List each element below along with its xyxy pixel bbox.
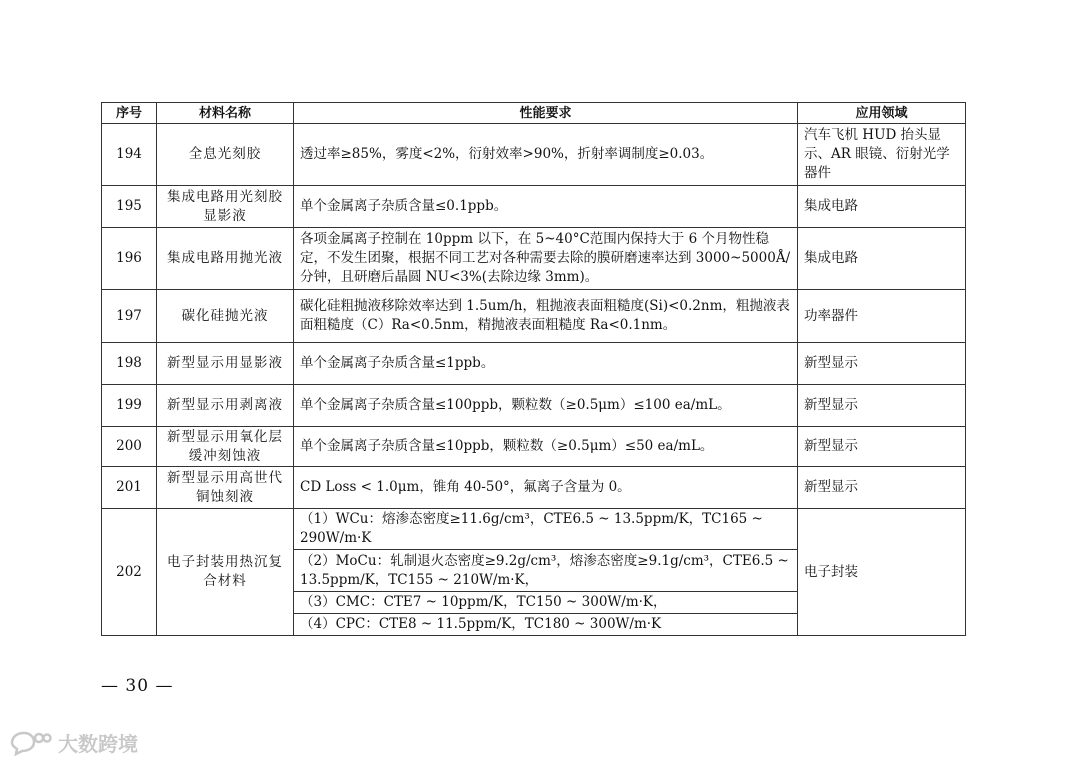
chat-bubble-logo-icon <box>8 730 52 756</box>
application-field: 功率器件 <box>798 290 966 343</box>
watermark-text: 大数跨境 <box>58 732 138 756</box>
application-field: 电子封装 <box>798 509 966 636</box>
requirement-text: 单个金属离子杂质含量≤10ppb，颗粒数（≥0.5μm）≤50 ea/mL。 <box>294 427 798 467</box>
requirement-text: （4）CPC：CTE8 ~ 11.5ppm/K，TC180 ~ 300W/m·K <box>294 614 798 636</box>
row-number: 199 <box>102 385 157 427</box>
table-row <box>102 467 966 509</box>
header-requirements: 性能要求 <box>294 103 798 124</box>
application-field: 新型显示 <box>798 385 966 427</box>
application-field: 新型显示 <box>798 343 966 385</box>
table-row <box>102 124 966 186</box>
row-number: 200 <box>102 427 157 467</box>
material-name: 新型显示用剥离液 <box>157 385 294 427</box>
watermark <box>8 728 138 757</box>
row-number: 198 <box>102 343 157 385</box>
application-field: 新型显示 <box>798 427 966 467</box>
material-name: 全息光刻胶 <box>157 124 294 186</box>
table-row <box>102 427 966 467</box>
requirement-text: （2）MoCu：轧制退火态密度≥9.2g/cm³，熔渗态密度≥9.1g/cm³，CTE6.5 ~ 13.5ppm/K，TC155 ~ 210W/m·K， <box>294 550 798 592</box>
table-row <box>102 509 966 550</box>
header-material-name: 材料名称 <box>157 103 294 124</box>
table-header-row <box>102 103 966 124</box>
header-number: 序号 <box>102 103 157 124</box>
requirement-text: 碳化硅粗抛液移除效率达到 1.5um/h，粗抛液表面粗糙度(Si)<0.2nm，粗抛液表面粗糙度（C）Ra<0.5nm，精抛液表面粗糙度 Ra<0.1nm。 <box>294 290 798 343</box>
requirement-text: 透过率≥85%，雾度<2%，衍射效率>90%，折射率调制度≥0.03。 <box>294 124 798 186</box>
material-name: 新型显示用显影液 <box>157 343 294 385</box>
application-field: 新型显示 <box>798 467 966 509</box>
requirement-text: CD Loss < 1.0μm，锥角 40-50°，氟离子含量为 0。 <box>294 467 798 509</box>
material-name: 集成电路用光刻胶显影液 <box>157 186 294 228</box>
table-row <box>102 228 966 290</box>
application-field: 集成电路 <box>798 186 966 228</box>
table-row <box>102 343 966 385</box>
material-name: 新型显示用氧化层缓冲刻蚀液 <box>157 427 294 467</box>
table-row <box>102 186 966 228</box>
row-number: 195 <box>102 186 157 228</box>
requirement-text: 各项金属离子控制在 10ppm 以下，在 5~40°C范围内保持大于 6 个月物性稳定，不发生团聚，根据不同工艺对各种需要去除的膜研磨速率达到 3000~5000Å/分钟，且研磨后晶圆 NU<3%(去除边缘 3mm)。 <box>294 228 798 290</box>
application-field: 集成电路 <box>798 228 966 290</box>
materials-table <box>101 102 966 636</box>
application-field: 汽车飞机 HUD 抬头显示、AR 眼镜、衍射光学器件 <box>798 124 966 186</box>
material-name: 电子封装用热沉复合材料 <box>157 509 294 636</box>
requirement-text: （1）WCu：熔渗态密度≥11.6g/cm³，CTE6.5 ~ 13.5ppm/K，TC165 ~ 290W/m·K <box>294 509 798 550</box>
requirement-text: 单个金属离子杂质含量≤0.1ppb。 <box>294 186 798 228</box>
row-number: 201 <box>102 467 157 509</box>
requirement-text: 单个金属离子杂质含量≤1ppb。 <box>294 343 798 385</box>
material-name: 集成电路用抛光液 <box>157 228 294 290</box>
header-application: 应用领域 <box>798 103 966 124</box>
page-number: — 30 — <box>101 676 174 696</box>
requirement-text: 单个金属离子杂质含量≤100ppb，颗粒数（≥0.5μm）≤100 ea/mL。 <box>294 385 798 427</box>
material-name: 碳化硅抛光液 <box>157 290 294 343</box>
table-row <box>102 290 966 343</box>
row-number: 194 <box>102 124 157 186</box>
table-row <box>102 385 966 427</box>
material-name: 新型显示用高世代铜蚀刻液 <box>157 467 294 509</box>
row-number: 197 <box>102 290 157 343</box>
requirement-text: （3）CMC：CTE7 ~ 10ppm/K，TC150 ~ 300W/m·K， <box>294 592 798 614</box>
row-number: 196 <box>102 228 157 290</box>
row-number: 202 <box>102 509 157 636</box>
